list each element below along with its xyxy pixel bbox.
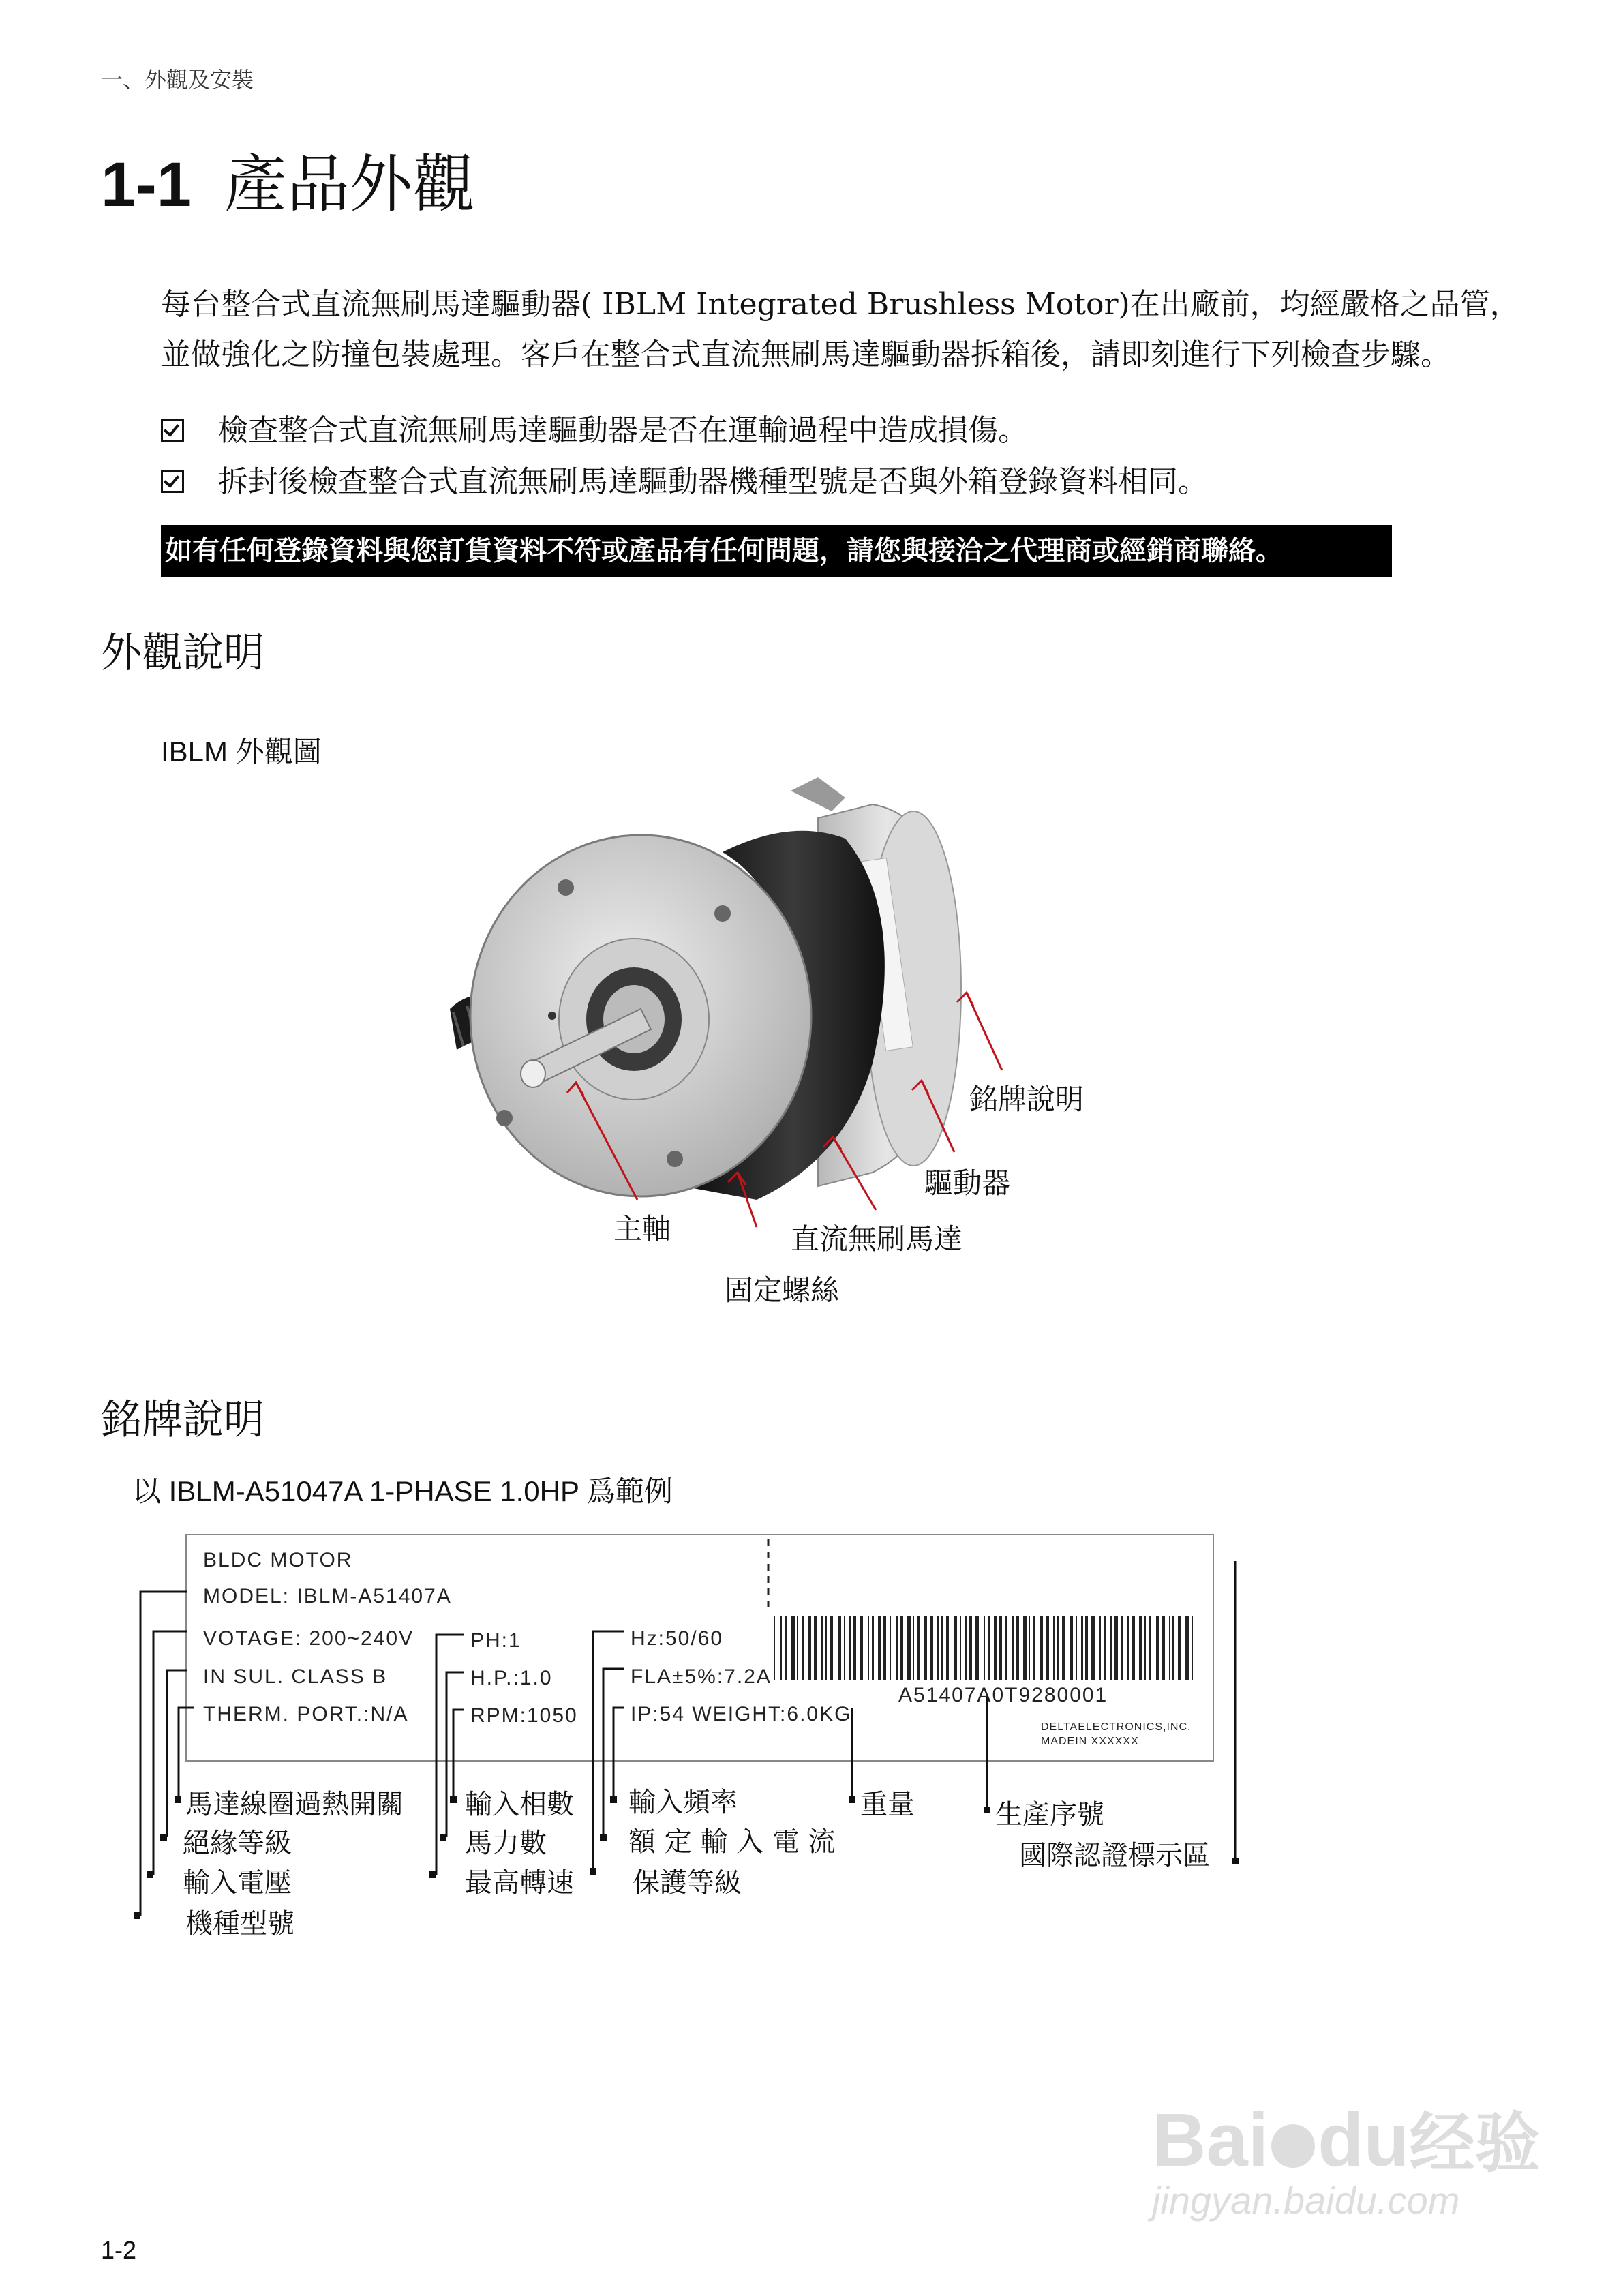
plate-phase: PH:1: [470, 1629, 521, 1652]
label-driver: 驅動器: [924, 1166, 1011, 1200]
section-title: [101, 148, 475, 221]
callout-model: 機種型號: [185, 1908, 294, 1939]
callout-thermal: 馬達線圈過熱開關: [185, 1789, 404, 1820]
callout-cert: 國際認證標示區: [1019, 1840, 1210, 1871]
callout-weight: 重量: [860, 1789, 915, 1820]
label-motor: 直流無刷馬達: [791, 1222, 963, 1256]
callout-ip: 保護等級: [633, 1867, 742, 1899]
checkbox-checked-icon: [161, 470, 184, 493]
plate-hz: Hz:50/60: [631, 1627, 724, 1650]
section-title-text: 產品外觀: [224, 148, 475, 221]
callout-hp: 馬力數: [465, 1828, 547, 1859]
plate-insulation: IN SUL. CLASS B: [203, 1665, 388, 1688]
section-number: 1-1: [101, 150, 192, 220]
label-shaft: 主軸: [613, 1212, 671, 1245]
watermark-url: jingyan.baidu.com: [1152, 2179, 1460, 2222]
nameplate-example: 以 IBLM-A51047A 1-PHASE 1.0HP 爲範例: [132, 1475, 673, 1507]
label-nameplate: 銘牌說明: [969, 1083, 1084, 1116]
checklist-item: [161, 406, 1028, 449]
plate-origin: MADEIN XXXXXX: [1041, 1736, 1139, 1747]
plate-line-model: MODEL: IBLM-A51407A: [203, 1585, 452, 1607]
plate-rpm: RPM:1050: [470, 1704, 578, 1727]
plate-maker: DELTAELECTRONICS,INC.: [1041, 1721, 1192, 1733]
callout-serial: 生產序號: [995, 1799, 1104, 1830]
nameplate-heading: 銘牌說明: [101, 1396, 264, 1444]
plate-thermal: THERM. PORT.:N/A: [203, 1703, 409, 1725]
callout-rpm: 最高轉速: [465, 1867, 574, 1899]
paw-icon: [1271, 2124, 1315, 2168]
plate-ip-weight: IP:54 WEIGHT:6.0KG: [631, 1703, 852, 1725]
running-header: 一、外觀及安裝: [101, 67, 254, 93]
checkbox-checked-icon: [161, 419, 184, 442]
callout-current: 額 定 輸 入 電 流: [628, 1826, 836, 1858]
intro-paragraph: 每台整合式直流無刷馬達驅動器( IBLM Integrated Brushless Motor)在出廠前，均經嚴格之品管，並做強化之防撞包裝處理。客戶在整合式直流無刷馬達驅動器拆箱後，請即刻進行下列檢查步驟。: [161, 287, 1520, 372]
appearance-heading: 外觀說明: [101, 629, 264, 677]
label-screw: 固定螺絲: [725, 1273, 840, 1307]
callout-phase: 輸入相數: [465, 1789, 574, 1820]
page-number: 1-2: [101, 2236, 137, 2264]
baidu-watermark: [1152, 2098, 1541, 2246]
warning-banner: 如有任何登錄資料與您訂貨資料不符或產品有任何問題，請您與接洽之代理商或經銷商聯絡。: [161, 525, 1392, 577]
callout-insulation: 絕緣等級: [183, 1828, 292, 1859]
callout-frequency: 輸入頻率: [628, 1787, 738, 1818]
plate-line-product: BLDC MOTOR: [203, 1549, 353, 1571]
plate-serial: A51407A0T9280001: [898, 1684, 1108, 1706]
plate-fla: FLA±5%:7.2A: [631, 1665, 772, 1688]
plate-voltage: VOTAGE: 200~240V: [203, 1627, 414, 1650]
checklist-text: 檢查整合式直流無刷馬達驅動器是否在運輸過程中造成損傷。: [218, 413, 1028, 448]
checklist-text: 拆封後檢查整合式直流無刷馬達驅動器機種型號是否與外箱登錄資料相同。: [218, 464, 1208, 499]
plate-hp: H.P.:1.0: [470, 1667, 553, 1689]
watermark-logo: Bai du经验: [1152, 2098, 1541, 2182]
figure-caption: IBLM 外觀圖: [161, 736, 322, 768]
callout-voltage: 輸入電壓: [183, 1867, 292, 1899]
checklist-item: [161, 457, 1208, 500]
